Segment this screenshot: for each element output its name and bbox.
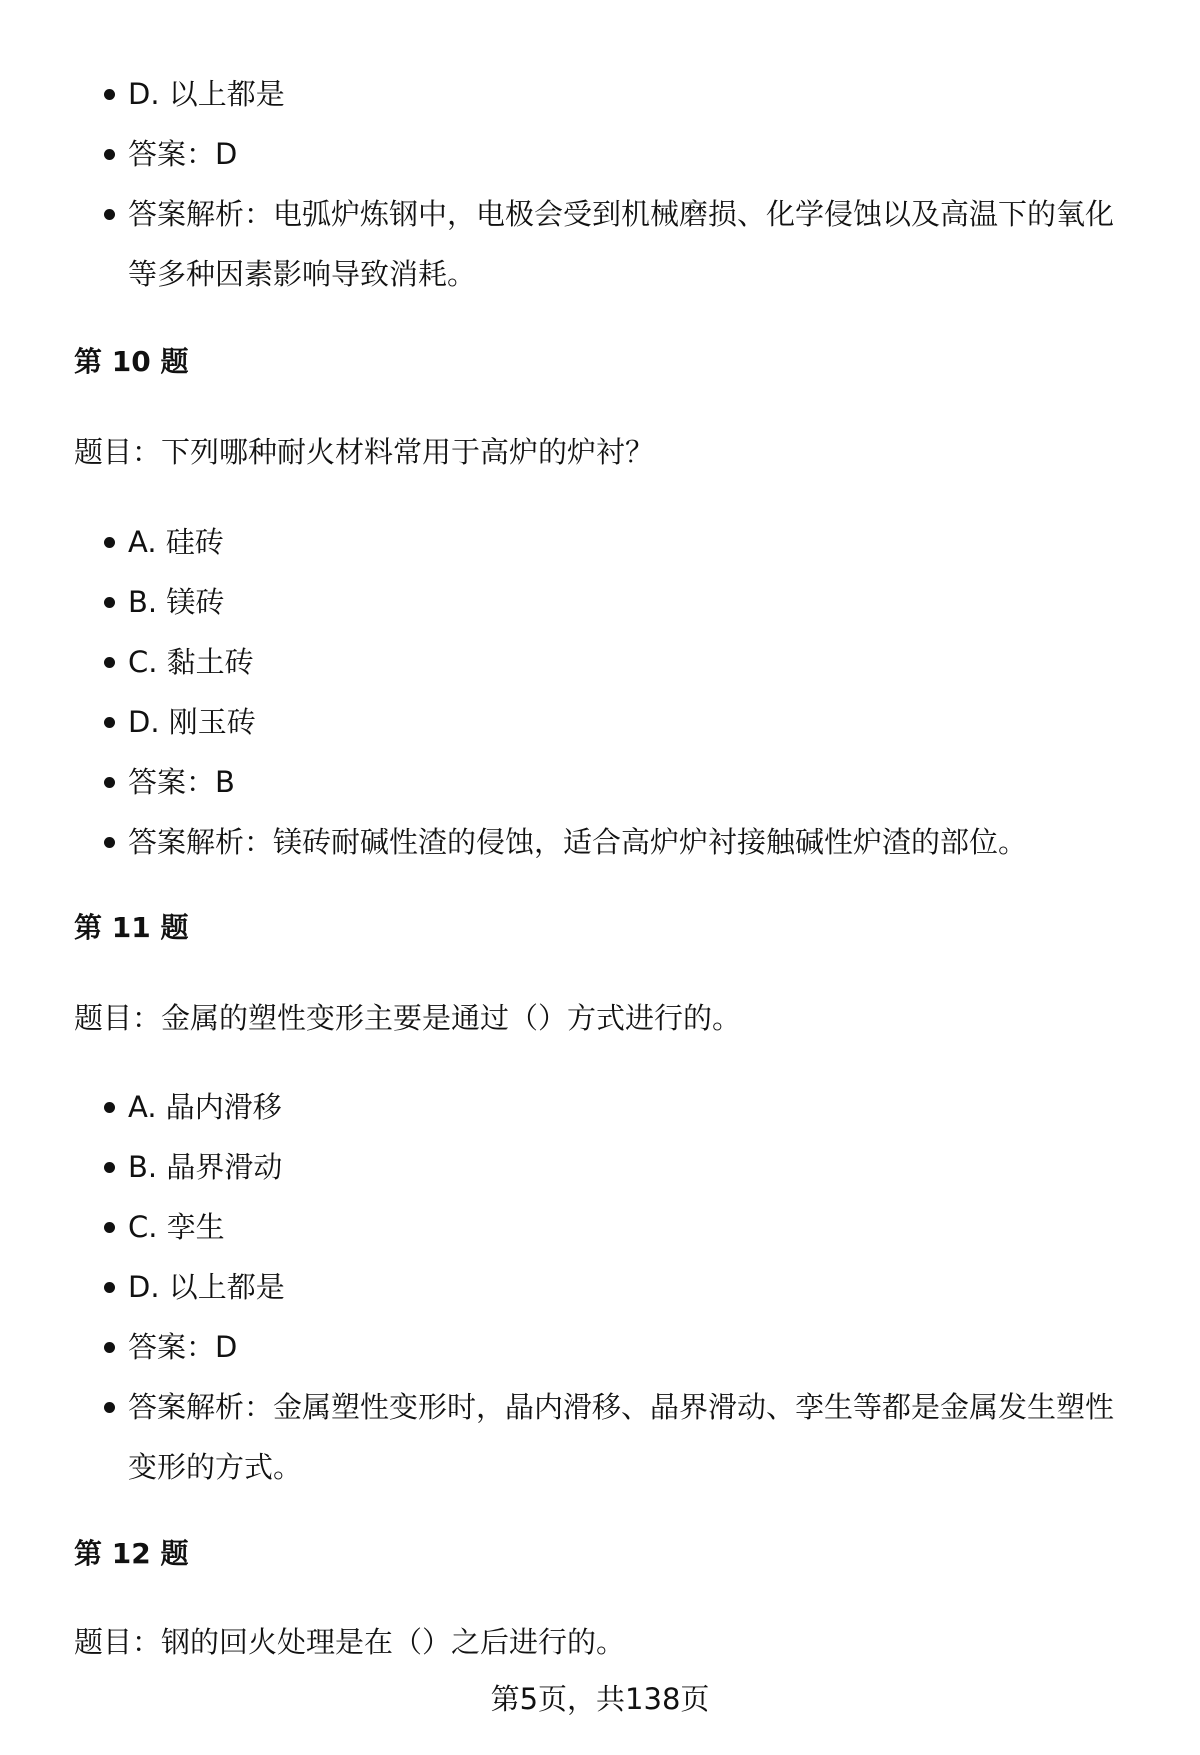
explanation bbox=[74, 184, 1154, 304]
option-a: A. 晶内滑移 bbox=[74, 1077, 1154, 1137]
answer: 答案：B bbox=[74, 752, 1154, 812]
explanation-line-1: 答案解析：电弧炉炼钢中，电极会受到机械磨损、化学侵蚀以及高温下的氧化 bbox=[128, 197, 1115, 231]
option-b: B. 晶界滑动 bbox=[74, 1137, 1154, 1197]
question-12-heading: 第 12 题 bbox=[74, 1537, 189, 1570]
option-c: C. 孪生 bbox=[74, 1197, 1154, 1257]
answer: 答案：D bbox=[74, 124, 1154, 184]
question-10-text: 题目：下列哪种耐火材料常用于高炉的炉衬？ bbox=[74, 435, 655, 469]
question-11-options bbox=[74, 1077, 1154, 1497]
option-a: A. 硅砖 bbox=[74, 512, 1154, 572]
option-b: B. 镁砖 bbox=[74, 572, 1154, 632]
question-12-text: 题目：钢的回火处理是在（）之后进行的。 bbox=[74, 1625, 626, 1659]
option-c: C. 黏土砖 bbox=[74, 632, 1154, 692]
question-11-text: 题目：金属的塑性变形主要是通过（）方式进行的。 bbox=[74, 1001, 742, 1035]
page-number-footer: 第5页，共138页 bbox=[490, 1682, 710, 1716]
option-d: D. 刚玉砖 bbox=[74, 692, 1154, 752]
explanation-line-1: 答案解析：金属塑性变形时，晶内滑移、晶界滑动、孪生等都是金属发生塑性 bbox=[128, 1390, 1115, 1424]
explanation bbox=[74, 1377, 1154, 1497]
explanation-line-2: 变形的方式。 bbox=[128, 1450, 303, 1484]
question-10-heading: 第 10 题 bbox=[74, 345, 189, 378]
explanation-line-2: 等多种因素影响导致消耗。 bbox=[128, 257, 477, 291]
prev-question-list bbox=[74, 64, 1154, 304]
answer: 答案：D bbox=[74, 1317, 1154, 1377]
option-d: D. 以上都是 bbox=[74, 64, 1154, 124]
question-11-heading: 第 11 题 bbox=[74, 911, 189, 944]
explanation: 答案解析：镁砖耐碱性渣的侵蚀，适合高炉炉衬接触碱性炉渣的部位。 bbox=[74, 812, 1154, 872]
question-10-options bbox=[74, 512, 1154, 872]
option-d: D. 以上都是 bbox=[74, 1257, 1154, 1317]
